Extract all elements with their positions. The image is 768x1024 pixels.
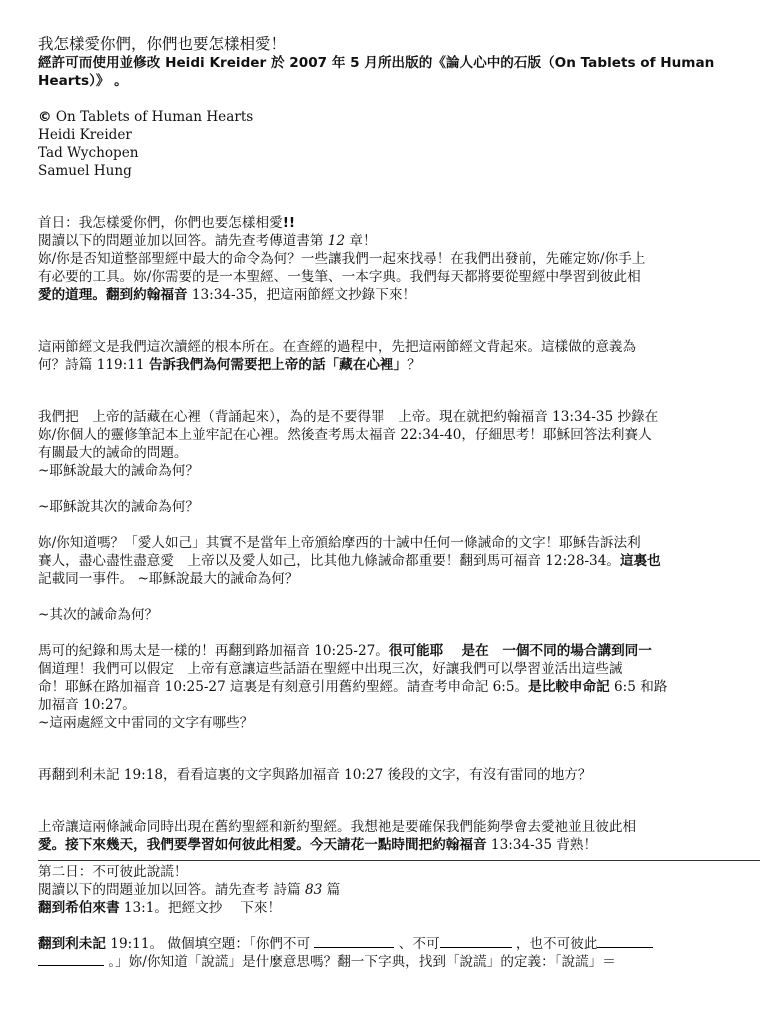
question-line: ~耶穌說其次的誡命為何？ — [38, 499, 199, 515]
author-name: Tad Wychopen — [38, 145, 139, 161]
author-name: Samuel Hung — [38, 163, 132, 179]
day1-paragraph-3: 我們把 上帝的話藏在心裡（背誦起來），為的是不要得罪 上帝。現在就把約翰福音 13:34-35 抄錄在 妳/你個人的靈修筆記本上並牢記在心裡。然後查考馬太福音 22:34-40，仔細思考！耶穌回答法利賽人 有關最大的誡命的問題。 — [38, 409, 659, 461]
source-note-line-2: Hearts）》 。 — [38, 73, 128, 89]
document-body — [38, 34, 738, 971]
day1-paragraph-2: 這兩節經文是我們這次讀經的根本所在。在查經的過程中，先把這兩節經文背起來。這樣做的意義為 何？詩篇 119:11 告訴我們為何需要把上帝的話「藏在心裡」？ — [38, 339, 637, 373]
day1-paragraph-6: 再翻到利未記 19:18，看看這裏的文字與路加福音 10:27 後段的文字，有沒有雷同的地方？ — [38, 767, 592, 783]
day2-fill-in: 翻到利未記 19:11。 做個填空題：「你們不可 、不可 ，也不可彼此 。」妳/你知道「說謊」是什麼意思嗎？翻一下字典，找到「說謊」的定義：「說謊」＝ — [38, 935, 738, 971]
day1-heading: 首日：我怎樣愛你們，你們也要怎樣相愛!! — [38, 215, 296, 231]
work-title: On Tablets of Human Hearts — [51, 109, 254, 125]
day1-paragraph-1: 妳/你是否知道整部聖經中最大的命令為何？一些讓我們一起來找尋！在我們出發前，先確定妳/你手上 有必要的工具。妳/你需要的是一本聖經、一隻筆、一本字典。我們每天都將要從聖經中學習到彼此相 愛的道理。翻到約翰福音 13:34-35，把這兩節經文抄錄下來！ — [38, 251, 646, 303]
copyright-line — [38, 108, 738, 126]
day1-paragraph-4: 妳/你知道嗎？「愛人如己」其實不是當年上帝頒給摩西的十誡中任何一條誡命的文字！耶穌告訴法利 賽人，盡心盡性盡意愛 上帝以及愛人如己，比其他九條誡命都重要！翻到馬可福音 12:28-34。這裏也 記載同一事件。 ~耶穌說最大的誡命為何？ — [38, 535, 661, 587]
author-name: Heidi Kreider — [38, 127, 132, 143]
question-line: ~這兩處經文中雷同的文字有哪些？ — [38, 715, 254, 731]
section-divider — [38, 860, 760, 861]
page-title: 我怎樣愛你們，你們也要怎樣相愛！ — [38, 35, 287, 53]
copyright-icon: © — [38, 109, 52, 125]
source-note-line-1: 經許可而使用並修改 Heidi Kreider 於 2007 年 5 月所出版的《論人心中的石版（On Tablets of Human — [38, 55, 715, 71]
fill-blank[interactable] — [38, 953, 104, 966]
day1-instructions: 閱讀以下的問題並加以回答。請先查考傳道書第 12 章！ — [38, 233, 377, 249]
day1-paragraph-7: 上帝讓這兩條誡命同時出現在舊約聖經和新約聖經。我想祂是要確保我們能夠學會去愛祂並且彼此相 愛。接下來幾天，我們要學習如何彼此相愛。今天請花一點時間把約翰福音 13:34-35 背熟！ — [38, 819, 637, 853]
day2-line-1: 翻到希伯來書 13:1。把經文抄 下來！ — [38, 900, 282, 916]
fill-blank[interactable] — [440, 935, 512, 948]
fill-blank[interactable] — [597, 935, 653, 948]
day2-instructions: 閱讀以下的問題並加以回答。請先查考 詩篇 83 篇 — [38, 882, 341, 898]
day2-heading: 第二日：不可彼此說謊！ — [38, 864, 188, 880]
fill-blank[interactable] — [314, 935, 394, 948]
day1-paragraph-5: 馬可的紀錄和馬太是一樣的！再翻到路加福音 10:25-27。很可能耶 是在 一個不同的場合講到同一 個道理！我們可以假定 上帝有意讓這些話語在聖經中出現三次，好讓我們可以學習並活出這些誡 命！耶穌在路加福音 10:25-27 這裏是有刻意引用舊約聖經。請查考申命記 6:5。是比較申命記 6:5 和路 加福音 10:27。 — [38, 643, 668, 713]
question-line: ~其次的誡命為何？ — [38, 607, 159, 623]
question-line: ~耶穌說最大的誡命為何？ — [38, 463, 199, 479]
